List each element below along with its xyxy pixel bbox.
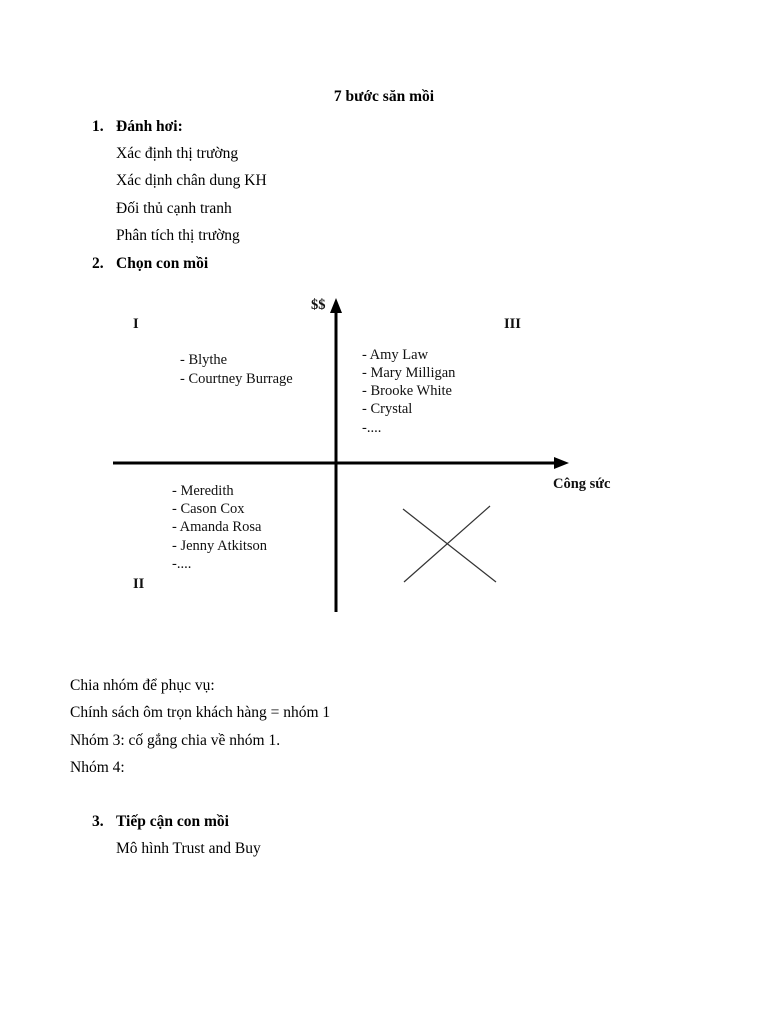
- section-1-heading: Đánh hơi:: [116, 118, 183, 135]
- section-1-item: Xác định thị trường: [116, 145, 239, 162]
- note-line: Nhóm 4:: [70, 759, 125, 776]
- quadrant-II-name: - Jenny Atkitson: [172, 538, 268, 554]
- note-line: Chính sách ôm trọn khách hàng = nhóm 1: [70, 704, 331, 721]
- quadrant-III-name: - Brooke White: [362, 383, 452, 399]
- quadrant-IV-cross-icon: [403, 506, 496, 582]
- quadrant-III-name: -....: [362, 420, 382, 436]
- section-1-number: 1.: [92, 118, 104, 135]
- quadrant-II-name: - Cason Cox: [172, 501, 245, 517]
- y-axis-arrowhead: [330, 298, 342, 313]
- x-axis-arrowhead: [554, 457, 569, 469]
- quadrant-II-name: -....: [172, 556, 192, 572]
- section-1-item: Xác dịnh chân dung KH: [116, 172, 267, 189]
- section-3-heading: Tiếp cận con mồi: [116, 813, 229, 830]
- quadrant-II-name: - Amanda Rosa: [172, 519, 262, 535]
- section-3-number: 3.: [92, 813, 104, 830]
- y-axis-label: $$: [311, 297, 326, 313]
- quadrant-III-name: - Crystal: [362, 401, 413, 417]
- quadrant-I-name: - Blythe: [180, 352, 228, 368]
- section-2-number: 2.: [92, 255, 104, 272]
- quadrant-III-label: III: [504, 316, 521, 332]
- section-1-item: Đối thủ cạnh tranh: [116, 200, 232, 217]
- section-2-heading: Chọn con mồi: [116, 255, 209, 272]
- quadrant-I-label: I: [133, 316, 139, 332]
- quadrant-II-name: - Meredith: [172, 483, 234, 499]
- note-line: Chia nhóm để phục vụ:: [70, 677, 215, 694]
- quadrant-III-name: - Amy Law: [362, 347, 429, 363]
- document-title: 7 bước săn mồi: [333, 88, 435, 105]
- x-axis-label: Công sức: [553, 476, 611, 492]
- quadrant-III-name: - Mary Milligan: [362, 365, 456, 381]
- section-1-item: Phân tích thị trường: [116, 227, 240, 244]
- note-line: Nhóm 3: cố gắng chia về nhóm 1.: [70, 732, 281, 749]
- section-3-item: Mô hình Trust and Buy: [116, 840, 261, 857]
- quadrant-II-label: II: [133, 576, 145, 592]
- quadrant-I-name: - Courtney Burrage: [180, 371, 293, 387]
